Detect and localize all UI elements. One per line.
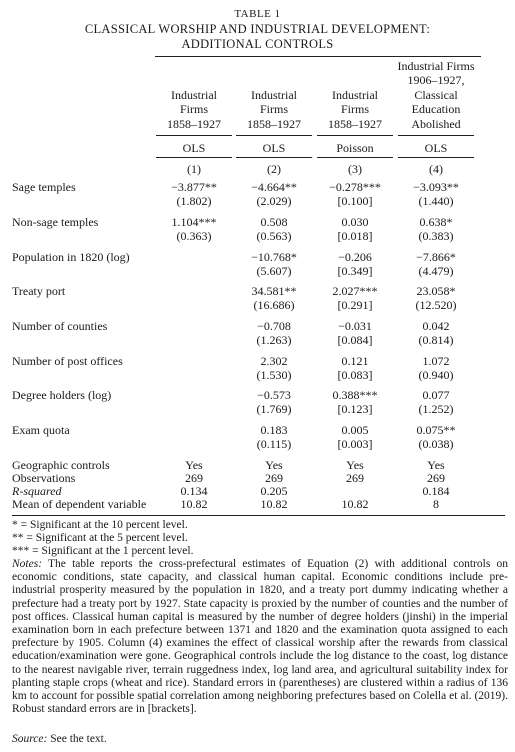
std-error-cell: (0.383) — [418, 229, 454, 243]
stat-value: Yes — [427, 458, 445, 472]
table-title-line2: ADDITIONAL CONTROLS — [181, 37, 334, 51]
coefficient-cell: 0.121 — [341, 354, 369, 368]
coefficient-cell: 2.302 — [260, 354, 288, 368]
column-header-line: Industrial — [171, 87, 217, 102]
std-error-cell: [0.123] — [337, 402, 373, 416]
std-error-cell: (12.520) — [415, 298, 457, 312]
table-notes — [12, 558, 508, 716]
stat-value: 10.82 — [341, 497, 369, 511]
std-error-cell: (0.363) — [176, 229, 212, 243]
std-error-cell: (1.440) — [418, 194, 454, 208]
method-rule — [236, 157, 312, 158]
coefficient-cell: 34.581** — [251, 284, 297, 298]
column-header-line: Industrial — [251, 87, 297, 102]
stat-value: 8 — [433, 497, 439, 511]
row-label: Non-sage temples — [12, 215, 99, 229]
column-method: OLS — [262, 141, 286, 155]
column-header-line: Firms — [340, 102, 369, 116]
column-number: (3) — [348, 162, 362, 176]
coefficient-cell: 0.508 — [260, 215, 288, 229]
coefficient-cell: −4.664** — [251, 180, 297, 194]
column-header-line: Classical — [414, 87, 458, 102]
stat-value: Yes — [346, 458, 364, 472]
source-label: Source: — [12, 733, 48, 745]
column-header-line: Education — [411, 102, 461, 116]
row-label: Exam quota — [12, 423, 70, 437]
coefficient-cell: −0.031 — [338, 319, 372, 333]
column-method: OLS — [182, 141, 206, 155]
row-label: Number of post offices — [12, 354, 123, 368]
row-label: Degree holders (log) — [12, 388, 112, 402]
stat-value: Yes — [185, 458, 203, 472]
row-label: Sage temples — [12, 180, 76, 194]
coefficient-cell: 23.058* — [416, 284, 456, 298]
coefficient-cell: 2.027*** — [332, 284, 378, 298]
column-header-line: 1858–1927 — [247, 116, 301, 131]
method-rule — [156, 157, 232, 158]
std-error-cell: (0.038) — [418, 437, 454, 451]
coefficient-cell: 0.183 — [260, 423, 288, 437]
stat-value: 10.82 — [180, 497, 208, 511]
method-rule — [398, 157, 474, 158]
coefficient-cell: −10.768* — [251, 250, 297, 264]
column-header-line: 1858–1927 — [328, 116, 382, 131]
column-number: (1) — [187, 162, 201, 176]
stat-label: Observations — [12, 471, 76, 485]
stat-value: 0.184 — [422, 484, 450, 498]
std-error-cell: (5.607) — [256, 264, 292, 278]
coefficient-cell: −0.708 — [257, 319, 291, 333]
stat-value: 0.205 — [260, 484, 288, 498]
bottom-rule — [12, 515, 505, 516]
std-error-cell: (0.115) — [256, 437, 292, 451]
stat-label: Mean of dependent variable — [12, 497, 147, 511]
coefficient-cell: 0.638* — [419, 215, 453, 229]
std-error-cell: [0.083] — [337, 368, 373, 382]
column-header-line: Industrial Firms — [397, 58, 475, 73]
coefficient-cell: −0.573 — [257, 388, 291, 402]
coefficient-cell: 0.030 — [341, 215, 369, 229]
std-error-cell: (2.029) — [256, 194, 292, 208]
column-header-line: Abolished — [411, 116, 461, 131]
row-label: Number of counties — [12, 319, 108, 333]
std-error-cell: (1.252) — [418, 402, 454, 416]
coefficient-cell: −7.866* — [416, 250, 456, 264]
std-error-cell: (0.940) — [418, 368, 454, 382]
column-method: OLS — [424, 141, 448, 155]
column-header-line: 1906–1927, — [407, 73, 465, 87]
column-method: Poisson — [336, 141, 374, 155]
coefficient-cell: 0.075** — [416, 423, 456, 437]
stat-value: 269 — [185, 471, 203, 485]
stat-value: 10.82 — [260, 497, 288, 511]
std-error-cell: (16.686) — [253, 298, 295, 312]
std-error-cell: (0.563) — [256, 229, 292, 243]
row-label: Treaty port — [12, 284, 66, 298]
notes-label: Notes: — [12, 558, 43, 570]
stat-label: R-squared — [12, 484, 62, 498]
table-label: TABLE 1 — [234, 8, 281, 20]
method-rule — [317, 157, 393, 158]
std-error-cell: [0.084] — [337, 333, 373, 347]
table-title-line1: CLASSICAL WORSHIP AND INDUSTRIAL DEVELOPMENT: — [84, 22, 431, 36]
column-header-line: Industrial — [332, 87, 378, 102]
coefficient-cell: −3.877** — [171, 180, 217, 194]
coefficient-cell: 1.072 — [422, 354, 450, 368]
significance-line-1: * = Significant at the 10 percent level. — [12, 519, 188, 531]
stat-value: 269 — [427, 471, 445, 485]
stat-value: 269 — [346, 471, 364, 485]
std-error-cell: (1.530) — [256, 368, 292, 382]
std-error-cell: [0.349] — [337, 264, 373, 278]
source-text: See the text. — [47, 733, 107, 745]
column-number: (2) — [267, 162, 281, 176]
stat-value: Yes — [265, 458, 283, 472]
std-error-cell: [0.100] — [337, 194, 373, 208]
row-label: Population in 1820 (log) — [12, 250, 130, 264]
significance-line-3: *** = Significant at the 1 percent level. — [12, 545, 194, 557]
std-error-cell: (1.263) — [256, 333, 292, 347]
column-header-line: 1858–1927 — [167, 116, 221, 131]
coefficient-cell: 0.005 — [341, 423, 369, 437]
header-rule — [317, 135, 393, 136]
coefficient-cell: −3.093** — [413, 180, 459, 194]
header-rule — [156, 135, 232, 136]
header-rule — [236, 135, 312, 136]
coefficient-cell: −0.278*** — [329, 180, 381, 194]
significance-line-2: ** = Significant at the 5 percent level. — [12, 532, 188, 544]
coefficient-cell: 1.104*** — [171, 215, 217, 229]
std-error-cell: (1.769) — [256, 402, 292, 416]
std-error-cell: [0.003] — [337, 437, 373, 451]
notes-text: The table reports the cross-prefectural estimates of Equation (2) with additional controls on economic conditions, state capacity, and classical human capital. Economic conditions include pre-industrial prosperity measured by the population in 1820, and a treaty port dummy indicating whether a prefecture had a treaty port by 1927. State capacity is proxied by the number of counties and the number of post offices. Classical human capital is measured by the number of degree holders (jinshi) in the imperial examination born in each prefecture between 1371 and 1820 and the examination quota assigned to each prefecture by 1905. Column (4) examines the effect of classical worship after the rewards from classical education/examination were gone. Geographical controls include the log distance to the coast, log distance to the nearest navigable river, terrain ruggedness index, log land area, and agricultural suitability index for planting staple crops (wheat and rice). Standard errors in (parentheses) are clustered within a radius of 136 km to account for possible spatial correlation among neighboring prefectures based on Colella et al. (2019). Robust standard errors are in [brackets]. — [12, 558, 508, 716]
top-rule — [155, 56, 481, 57]
stat-value: 0.134 — [180, 484, 208, 498]
std-error-cell: [0.018] — [337, 229, 373, 243]
stat-label: Geographic controls — [12, 458, 110, 472]
coefficient-cell: 0.388*** — [332, 388, 378, 402]
table-source — [12, 733, 107, 746]
column-header-line: Firms — [179, 102, 208, 116]
std-error-cell: [0.291] — [337, 298, 373, 312]
coefficient-cell: 0.077 — [422, 388, 450, 402]
std-error-cell: (4.479) — [418, 264, 454, 278]
coefficient-cell: −0.206 — [338, 250, 372, 264]
std-error-cell: (1.802) — [176, 194, 212, 208]
coefficient-cell: 0.042 — [422, 319, 450, 333]
std-error-cell: (0.814) — [418, 333, 454, 347]
column-number: (4) — [429, 162, 443, 176]
column-header-line: Firms — [259, 102, 288, 116]
stat-value: 269 — [265, 471, 283, 485]
header-rule — [398, 135, 474, 136]
